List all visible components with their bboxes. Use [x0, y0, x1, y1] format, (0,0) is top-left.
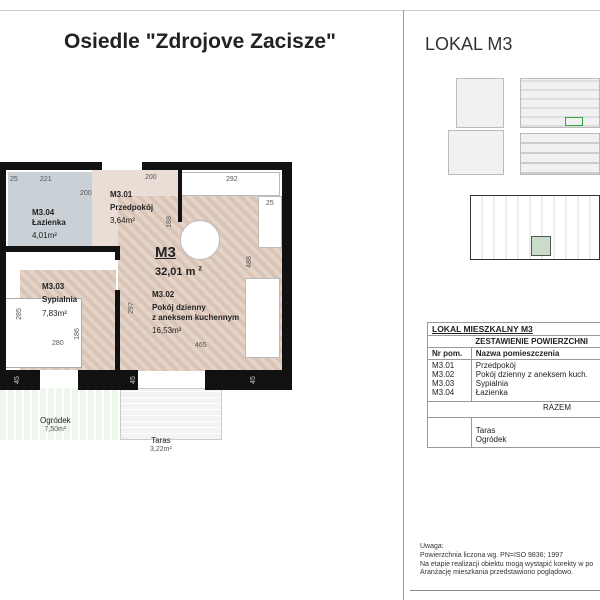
unit-area: 32,01 m $^2$: [155, 266, 202, 278]
hallway-label: M3.01 Przedpokój 3,64m²: [110, 190, 154, 225]
dim: 280: [52, 340, 64, 347]
terrace-label: Taras 3,22m²: [150, 436, 172, 453]
dim: 45: [13, 376, 21, 384]
column-header: Nr pom.: [428, 348, 472, 360]
unit-highlight: [565, 117, 583, 126]
table-row: Taras Ogródek: [428, 418, 600, 448]
living-label: M3.02 Pokój dzienny z aneksem kuchennym 16,53m²: [152, 290, 240, 335]
bottom-rule: [410, 590, 600, 591]
wall-bedroom-right: [115, 290, 120, 372]
dim: 465: [195, 342, 207, 349]
wall-left: [0, 162, 6, 390]
page-title: Osiedle "Zdrojove Zacisze": [63, 30, 336, 53]
wall-hall-right: [178, 170, 182, 222]
unit-code: M3: [155, 244, 176, 261]
dim: 45: [249, 376, 257, 384]
elevation-thumbnail: [448, 130, 504, 175]
area-table: [427, 322, 600, 448]
wall-right: [282, 162, 292, 390]
dim: 285: [15, 308, 23, 320]
dim: 200: [80, 190, 92, 197]
dim: 297: [127, 302, 135, 314]
wall-top-left: [0, 162, 102, 170]
table-title: LOKAL MIESZKALNY M3: [428, 323, 600, 336]
dim: 45: [129, 376, 137, 384]
dim: 25: [266, 200, 274, 207]
unit-title: LOKAL M3: [425, 34, 513, 54]
dim: 292: [226, 176, 238, 183]
table-furniture: [180, 220, 220, 260]
bathroom-label: M3.04 Łazienka 4,01m²: [32, 208, 66, 240]
top-border: [0, 10, 600, 11]
wall-bedroom-top: [115, 246, 120, 260]
notes: Uwaga: Powierzchnia liczona wg. PN=ISO 9836; 1997 Na etapie realizacji obiektu mogą wystąpić korekty w po Aranżację mieszkania przedstawiono poglądowo.: [420, 543, 594, 577]
table-row: M3.01 M3.02 M3.03 M3.04 Przedpokój Pokój dzienny z aneksem kuch. Sypialnia Łazienka: [428, 360, 600, 402]
floor-plan: [0, 160, 300, 460]
site-plan: [470, 195, 600, 260]
table-subtitle: ZESTAWIENIE POWIERZCHNI: [471, 336, 600, 348]
sofa: [245, 278, 280, 358]
dim: 186: [73, 328, 81, 340]
terrace: [120, 388, 222, 440]
dim: 188: [165, 216, 173, 228]
panel-divider: [403, 10, 404, 600]
garden-label: Ogródek 7,50m²: [40, 416, 71, 433]
total-label: RAZEM: [428, 402, 600, 418]
wall-bath-bottom: [0, 246, 120, 252]
bedroom-label: M3.03 Sypialnia 7,83m²: [42, 282, 78, 318]
elevation-thumbnail: [456, 78, 504, 128]
column-header: Nazwa pomieszczenia: [471, 348, 600, 360]
dim: 221: [40, 176, 52, 183]
dim: 25: [10, 176, 18, 183]
unit-highlight: [531, 236, 551, 256]
wall-bottom-right: [205, 370, 292, 390]
dim: 488: [245, 256, 253, 268]
dim: 200: [145, 174, 157, 181]
elevation-thumbnail: [520, 78, 600, 128]
elevation-thumbnail: [520, 133, 600, 175]
wall-top-right: [142, 162, 292, 170]
